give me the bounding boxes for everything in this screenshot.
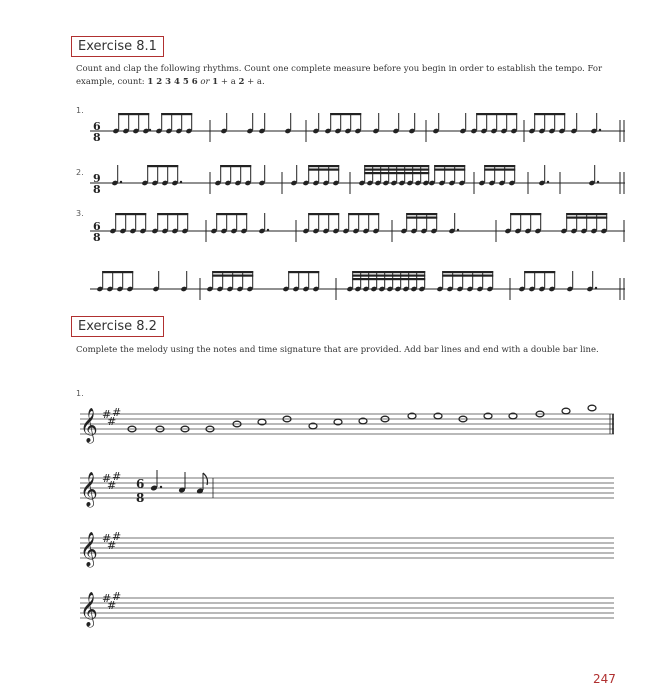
sharp-icon: # (112, 406, 122, 419)
whole-note (588, 405, 596, 411)
staff-1 (80, 406, 614, 444)
beam (434, 165, 465, 167)
sharp-icon: # (107, 599, 117, 612)
sharp-icon: # (107, 539, 117, 552)
beam (484, 165, 515, 167)
dot (180, 181, 182, 183)
exercise-8-2-instructions: Complete the melody using the notes and time signature that are provided. Add bar lines and end with a double bar line. (76, 345, 599, 355)
rhythm-number-2: 2. (76, 168, 84, 177)
melody-ts-top: 6 (136, 477, 145, 491)
staff-3 (80, 530, 614, 568)
rhythm-3-ts-bottom: 8 (93, 231, 101, 244)
melody-ts-bottom: 8 (136, 491, 145, 505)
rhythm-1-ts-bottom: 8 (93, 131, 101, 144)
beam (288, 271, 319, 273)
count-or: or (197, 77, 213, 87)
beam (364, 169, 429, 171)
dot (120, 181, 122, 183)
beam (510, 213, 541, 215)
beam (476, 113, 517, 115)
beam (566, 217, 607, 219)
rhythm-time-signatures (93, 120, 101, 244)
rhythm-2-ts-bottom: 8 (93, 183, 101, 196)
instructions-text: Count and clap the following rhythms. Count one complete measure before you begin in order to establish the tempo. For example, count: (76, 64, 603, 87)
beam (364, 165, 429, 167)
dot (457, 229, 459, 231)
staff-2 (80, 470, 614, 508)
beam (566, 213, 607, 215)
beam (115, 213, 146, 215)
beam (406, 217, 437, 219)
exercise-8-2-heading: Exercise 8.2 (71, 316, 164, 337)
sharp-icon: # (112, 590, 122, 603)
dot (160, 486, 162, 488)
dot (547, 181, 549, 183)
count-example-2: 1 (212, 77, 219, 87)
beam (484, 169, 515, 171)
sharp-icon: # (112, 530, 122, 543)
rhythm-3-ts-top: 6 (93, 220, 101, 233)
beam (534, 113, 565, 115)
dot (599, 129, 601, 131)
rhythm-number-1: 1. (76, 106, 84, 115)
treble-clef-icon: 𝄞 (80, 532, 98, 567)
dot (149, 129, 151, 131)
dot (597, 181, 599, 183)
beam (352, 271, 425, 273)
count-mid: + a (218, 77, 239, 87)
beam (216, 213, 247, 215)
beam (352, 275, 425, 277)
count-end: + a. (244, 77, 265, 87)
beam (406, 213, 437, 215)
sharp-icon: # (102, 472, 112, 485)
beam (348, 213, 379, 215)
sharp-icon: # (112, 470, 122, 483)
rhythm-1-ts-top: 6 (93, 120, 101, 133)
beam (212, 275, 253, 277)
rhythm-number-3: 3. (76, 209, 84, 218)
beam (212, 271, 253, 273)
staff-4 (80, 590, 614, 628)
sharp-icon: # (102, 592, 112, 605)
dot (595, 287, 597, 289)
beam (308, 169, 339, 171)
count-example-1: 1 2 3 4 5 6 (147, 77, 198, 87)
count-example-3: 2 (238, 77, 245, 87)
beam (161, 113, 192, 115)
beam (352, 278, 425, 280)
beam (434, 169, 465, 171)
beam (442, 271, 493, 273)
beam (220, 165, 251, 167)
beam (102, 271, 133, 273)
beam (308, 213, 339, 215)
beam (308, 165, 339, 167)
beam (157, 213, 188, 215)
melody-staves (80, 406, 614, 628)
treble-clef-icon: 𝄞 (80, 472, 98, 507)
melody-number-1: 1. (76, 389, 84, 398)
rhythm-notes (96, 113, 607, 300)
beam (442, 275, 493, 277)
beam (118, 113, 149, 115)
sharp-icon: # (102, 532, 112, 545)
rhythm-2-ts-top: 9 (93, 172, 101, 185)
sharp-icon: # (107, 415, 117, 428)
beam (524, 271, 555, 273)
sharp-icon: # (107, 479, 117, 492)
sharp-icon: # (102, 408, 112, 421)
exercise-8-1-heading: Exercise 8.1 (71, 36, 164, 57)
treble-clef-icon: 𝄞 (80, 592, 98, 627)
page-number: 247 (593, 672, 616, 686)
beam (330, 113, 361, 115)
melody-time-signature (136, 477, 144, 505)
beam (147, 165, 178, 167)
dot (267, 229, 269, 231)
whole-note (562, 408, 570, 414)
beam (364, 172, 429, 174)
treble-clef-icon: 𝄞 (80, 408, 98, 443)
